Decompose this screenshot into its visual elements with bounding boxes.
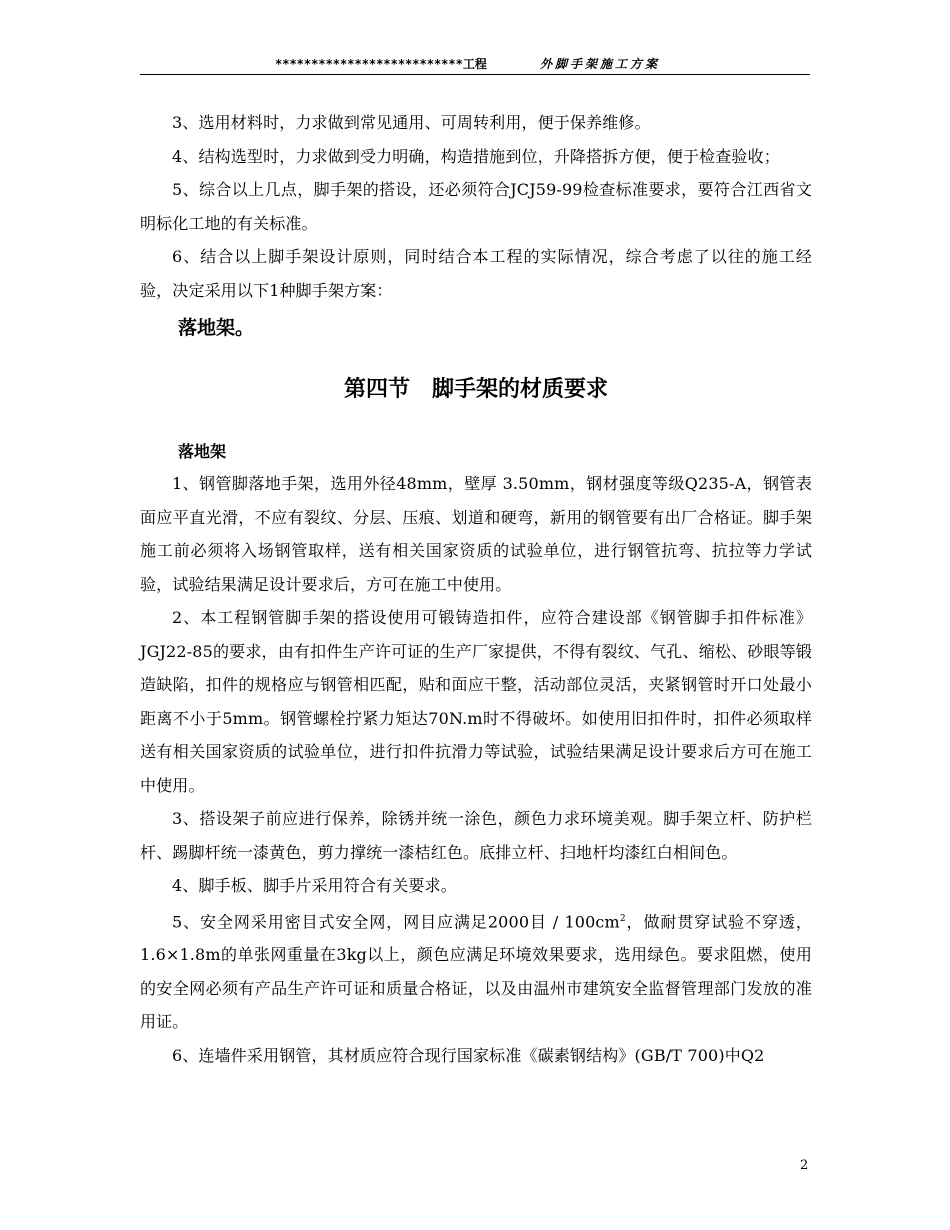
- material-paragraph-5: [140, 903, 812, 1039]
- sub-heading: 落地架: [178, 442, 227, 461]
- material-paragraph-6: 6、连墙件采用钢管，其材质应符合现行国家标准《碳素钢结构》(GB/T 700)中Q2: [172, 1045, 765, 1065]
- para5-superscript: 2: [619, 913, 626, 924]
- paragraph-3: 3、选用材料时，力求做到常见通用、可周转利用，便于保养维修。: [172, 113, 651, 132]
- paragraph-4: 4、结构选型时，力求做到受力明确，构造措施到位，升降搭拆方便，便于检查验收；: [172, 146, 780, 166]
- para5-text-end: ，做耐贯穿试验不穿透，1.6×1.8m的单张网重量在3kg以上，颜色应满足环境效果要求，选用绿色。要求阻燃，使用的安全网必须有产品生产许可证和质量合格证，以及由温州市建筑安全监督管理部门发放的准用证。: [140, 911, 812, 1032]
- header-document-title: 外脚手架施工方案: [540, 57, 661, 71]
- material-paragraph-4: 4、脚手板、脚手片采用符合有关要求。: [172, 876, 457, 895]
- page-number: 2: [800, 1158, 809, 1173]
- section-title: 第四节 脚手架的材质要求: [343, 377, 608, 402]
- header-project-name: **************************工程: [275, 57, 487, 71]
- page-header: [140, 52, 810, 75]
- para5-text-start: 5、安全网采用密目式安全网，网目应满足2000目 / 100cm: [172, 911, 620, 931]
- paragraph-6: 6、结合以上脚手架设计原则，同时结合本工程的实际情况，综合考虑了以往的施工经验，决定采用以下1种脚手架方案：: [140, 247, 812, 300]
- document-body: [140, 106, 812, 1072]
- paragraph-5: 5、综合以上几点，脚手架的搭设，还必须符合JCJ59-99检查标准要求，要符合江西省文明标化工地的有关标准。: [140, 180, 812, 233]
- material-paragraph-1: 1、钢管脚落地手架，选用外径48mm，壁厚 3.50mm，钢材强度等级Q235-A，钢管表面应平直光滑，不应有裂纹、分层、压痕、划道和硬弯，新用的钢管要有出厂合格证。脚手架施工前必须将入场钢管取样，送有相关国家资质的试验单位，进行钢管抗弯、抗拉等力学试验，试验结果满足设计要求后，方可在施工中使用。: [140, 474, 812, 594]
- material-paragraph-2: 2、本工程钢管脚手架的搭设使用可锻铸造扣件，应符合建设部《钢管脚手扣件标准》JGJ22-85的要求，由有扣件生产许可证的生产厂家提供，不得有裂纹、气孔、缩松、砂眼等锻造缺陷，扣件的规格应与钢管相匹配，贴和面应干整，活动部位灵活，夹紧钢管时开口处最小距离不小于5mm。钢管螺栓拧紧力矩达70N.m时不得破坏。如使用旧扣件时，扣件必须取样送有相关国家资质的试验单位，进行扣件抗滑力等试验，试验结果满足设计要求后方可在施工中使用。: [140, 608, 812, 795]
- scheme-emphasis: 落地架。: [178, 317, 255, 339]
- material-paragraph-3: 3、搭设架子前应进行保养，除锈并统一涂色，颜色力求环境美观。脚手架立杆、防护栏杆、踢脚杆统一漆黄色，剪力撑统一漆桔红色。底排立杆、扫地杆均漆红白相间色。: [140, 809, 812, 862]
